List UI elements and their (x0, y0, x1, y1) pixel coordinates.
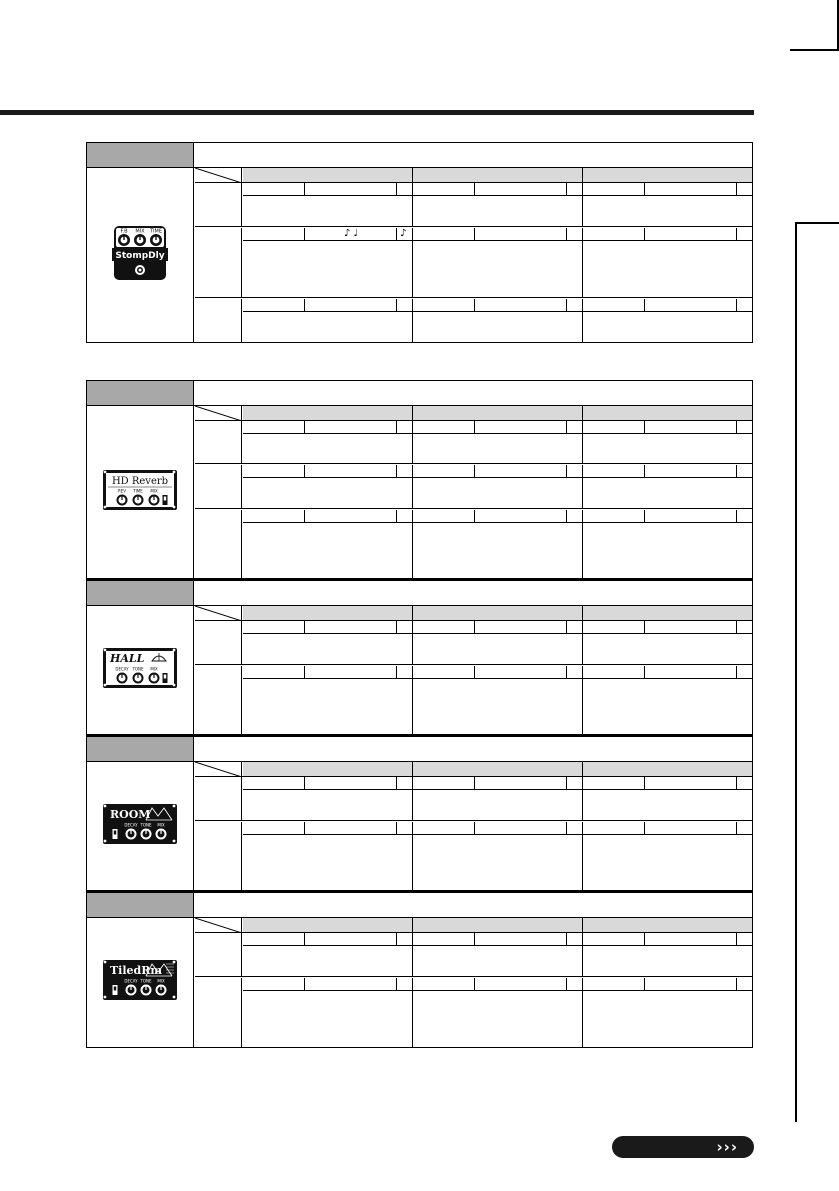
pedal-image-cell (87, 406, 194, 578)
diagonal-corner-cell (195, 606, 242, 621)
parameter-value-range (413, 228, 582, 241)
parameter-range (306, 299, 397, 311)
parameter-name (413, 666, 475, 678)
parameter-row-label (195, 183, 242, 226)
parameter-unit: ♪ (400, 228, 407, 239)
parameter-range (306, 183, 397, 195)
parameter-cell (583, 510, 752, 578)
parameter-name (243, 822, 305, 834)
column-header-3 (583, 762, 752, 776)
svg-text:REV: REV (117, 488, 127, 493)
column-header-2 (413, 762, 583, 776)
parameter-cell (243, 183, 413, 226)
parameter-name (243, 621, 305, 633)
parameter-value-range (243, 933, 412, 946)
parameter-cell (413, 822, 583, 890)
parameter-unit (568, 421, 582, 433)
parameter-value-range (413, 621, 582, 634)
parameter-unit (398, 465, 412, 477)
parameter-value-range (583, 299, 752, 312)
parameter-name (583, 777, 645, 789)
parameter-range (646, 978, 737, 990)
parameter-unit (568, 978, 582, 990)
parameter-cell (583, 777, 752, 820)
crop-mark-horizontal (790, 49, 839, 51)
column-header-2 (413, 606, 583, 620)
parameter-grid (195, 762, 752, 890)
parameter-value-range (243, 822, 412, 835)
parameter-cell (583, 421, 752, 463)
svg-text:StompDly: StompDly (115, 250, 165, 261)
parameter-row (195, 465, 752, 509)
column-header-row (195, 762, 752, 777)
diagonal-corner-cell (195, 406, 242, 421)
room-reverb-pedal-icon (102, 803, 178, 850)
parameter-unit (738, 465, 752, 477)
parameter-name (243, 421, 305, 433)
parameter-unit (738, 822, 752, 834)
parameter-range (476, 978, 567, 990)
parameter-name (583, 183, 645, 195)
parameter-unit (398, 621, 412, 633)
effect-header (87, 737, 752, 762)
column-header-1 (243, 406, 413, 420)
effect-name (87, 893, 194, 917)
column-header-1 (243, 606, 413, 620)
column-header-3 (583, 606, 752, 620)
parameter-unit (738, 933, 752, 945)
parameter-unit (398, 183, 412, 195)
parameter-name (583, 465, 645, 477)
parameter-name (583, 822, 645, 834)
parameter-cell (243, 666, 413, 734)
parameter-range (646, 510, 737, 522)
parameter-cell (583, 822, 752, 890)
parameter-name (413, 777, 475, 789)
parameter-cell (243, 621, 413, 664)
parameter-unit (568, 510, 582, 522)
parameter-cell (583, 933, 752, 976)
effect-name (87, 581, 194, 605)
diagonal-corner-cell (195, 762, 242, 777)
effect-table (86, 891, 753, 1048)
parameter-row-label (195, 510, 242, 578)
parameter-value-range (583, 421, 752, 434)
effect-header (87, 581, 752, 606)
effect-name (87, 381, 194, 405)
stompdly-pedal-icon (112, 224, 168, 287)
parameter-unit (398, 822, 412, 834)
parameter-name (583, 510, 645, 522)
parameter-value-range (413, 777, 582, 790)
parameter-name (413, 621, 475, 633)
parameter-range: ♪ ♩ (306, 228, 397, 240)
parameter-unit (568, 666, 582, 678)
column-header-1 (243, 762, 413, 776)
parameter-row (195, 299, 752, 342)
parameter-unit (738, 228, 752, 240)
parameter-row (195, 510, 752, 578)
pedal-image-cell (87, 762, 194, 890)
parameter-value-range (243, 465, 412, 478)
parameter-unit (568, 299, 582, 311)
parameter-name (583, 421, 645, 433)
svg-text:F.B: F.B (120, 228, 128, 234)
parameter-unit (738, 421, 752, 433)
parameter-unit (568, 822, 582, 834)
diagonal-corner-cell (195, 918, 242, 933)
parameter-unit (738, 621, 752, 633)
parameter-name (243, 933, 305, 945)
parameter-unit (398, 777, 412, 789)
parameter-value-range (243, 421, 412, 434)
parameter-row (195, 777, 752, 821)
parameter-name (413, 183, 475, 195)
parameter-grid (195, 406, 752, 578)
parameter-row (195, 933, 752, 977)
parameter-range (306, 978, 397, 990)
parameter-row (195, 822, 752, 890)
parameter-unit (738, 978, 752, 990)
parameter-value-range (243, 228, 412, 241)
parameter-name (413, 510, 475, 522)
svg-text:TiledRm: TiledRm (110, 964, 163, 977)
pedal-image-cell (87, 918, 194, 1047)
parameter-cell (583, 228, 752, 297)
parameter-name (413, 933, 475, 945)
parameter-range (646, 822, 737, 834)
parameter-cell (413, 666, 583, 734)
parameter-row-label (195, 465, 242, 508)
effect-description (195, 893, 752, 917)
svg-text:TIME: TIME (149, 228, 163, 234)
column-header-row (195, 606, 752, 621)
parameter-name (413, 421, 475, 433)
parameter-value-range (583, 666, 752, 679)
parameter-range (646, 666, 737, 678)
effect-description (195, 143, 752, 167)
effect-name (87, 737, 194, 761)
parameter-range (646, 777, 737, 789)
parameter-value-range (583, 777, 752, 790)
effect-header (87, 381, 752, 406)
parameter-range (476, 510, 567, 522)
parameter-value-range (243, 183, 412, 196)
parameter-cell (583, 465, 752, 508)
effect-description (195, 581, 752, 605)
continued-next-page-button[interactable]: ››› (612, 1136, 754, 1158)
parameter-grid (195, 606, 752, 734)
parameter-range (306, 777, 397, 789)
parameter-cell (243, 822, 413, 890)
parameter-range (306, 933, 397, 945)
column-header-row (195, 406, 752, 421)
parameter-range (646, 299, 737, 311)
column-header-1 (243, 918, 413, 932)
parameter-row-label (195, 666, 242, 734)
parameter-range (646, 228, 737, 240)
parameter-unit (398, 421, 412, 433)
parameter-range (476, 228, 567, 240)
parameter-value-range (243, 978, 412, 991)
column-header-2 (413, 406, 583, 420)
parameter-cell (413, 228, 583, 297)
parameter-cell (243, 465, 413, 508)
effect-table (86, 579, 753, 735)
parameter-range (476, 777, 567, 789)
parameter-cell (413, 465, 583, 508)
parameter-row-label (195, 299, 242, 342)
parameter-cell (583, 978, 752, 1047)
effect-table (86, 380, 753, 579)
parameter-value-range (243, 666, 412, 679)
svg-text:MIX: MIX (157, 978, 165, 984)
parameter-unit (738, 510, 752, 522)
tiled-room-pedal-icon (102, 959, 178, 1006)
diagonal-corner-cell (195, 168, 242, 183)
parameter-unit (568, 465, 582, 477)
parameter-row-label (195, 777, 242, 820)
parameter-unit (738, 299, 752, 311)
parameter-cell (583, 621, 752, 664)
parameter-range (646, 621, 737, 633)
parameter-range (476, 666, 567, 678)
parameter-value-range (243, 777, 412, 790)
column-header-3 (583, 406, 752, 420)
parameter-cell (413, 299, 583, 342)
parameter-range (306, 822, 397, 834)
svg-text:DECAY: DECAY (124, 978, 138, 984)
column-header-3 (583, 918, 752, 932)
effect-name (87, 143, 194, 167)
parameter-row-label (195, 822, 242, 890)
parameter-cell (243, 510, 413, 578)
svg-text:MIX: MIX (150, 488, 158, 493)
svg-text:HALL: HALL (110, 651, 145, 665)
parameter-name (243, 183, 305, 195)
parameter-row (195, 978, 752, 1047)
parameter-row (195, 421, 752, 464)
parameter-cell (583, 299, 752, 342)
parameter-cell (413, 183, 583, 226)
parameter-row (195, 621, 752, 665)
parameter-cell (583, 666, 752, 734)
parameter-value-range (413, 510, 582, 523)
parameter-unit (398, 933, 412, 945)
parameter-value-range (413, 465, 582, 478)
parameter-cell (243, 228, 413, 297)
parameter-range (476, 183, 567, 195)
parameter-value-range (243, 510, 412, 523)
svg-text:DECAY: DECAY (115, 666, 129, 671)
parameter-name (243, 465, 305, 477)
parameter-unit (398, 510, 412, 522)
parameter-value-range (583, 933, 752, 946)
svg-text:TONE: TONE (140, 822, 152, 827)
parameter-value-range (583, 621, 752, 634)
parameter-row (195, 183, 752, 227)
parameter-name (583, 228, 645, 240)
parameter-name (243, 666, 305, 678)
parameter-row (195, 228, 752, 298)
parameter-range (476, 465, 567, 477)
parameter-range (306, 510, 397, 522)
parameter-value-range (583, 465, 752, 478)
parameter-range (646, 933, 737, 945)
parameter-name (413, 228, 475, 240)
parameter-unit (398, 666, 412, 678)
parameter-unit (738, 183, 752, 195)
parameter-name (583, 299, 645, 311)
svg-text:HD Reverb: HD Reverb (111, 475, 169, 487)
parameter-value-range (583, 510, 752, 523)
parameter-cell (243, 299, 413, 342)
parameter-value-range (583, 228, 752, 241)
svg-text:TONE: TONE (140, 978, 152, 984)
parameter-cell (413, 510, 583, 578)
parameter-value-range (583, 183, 752, 196)
parameter-cell (243, 421, 413, 463)
parameter-cell (413, 621, 583, 664)
parameter-value-range (583, 978, 752, 991)
parameter-value-range (413, 978, 582, 991)
parameter-value-range (243, 299, 412, 312)
svg-text:MIX: MIX (150, 666, 158, 671)
parameter-row (195, 666, 752, 734)
svg-text:MIX: MIX (135, 228, 145, 234)
parameter-cell (243, 978, 413, 1047)
parameter-range (646, 465, 737, 477)
hall-reverb-pedal-icon (102, 647, 178, 694)
parameter-range (476, 299, 567, 311)
parameter-name (243, 510, 305, 522)
parameter-row-label (195, 421, 242, 463)
parameter-value-range (413, 183, 582, 196)
parameter-unit (568, 933, 582, 945)
parameter-cell (243, 933, 413, 976)
effect-header (87, 143, 752, 168)
parameter-value-range (413, 421, 582, 434)
parameter-row-label (195, 978, 242, 1047)
pedal-image-cell (87, 606, 194, 734)
parameter-cell (583, 183, 752, 226)
svg-text:MIX: MIX (157, 822, 165, 827)
pedal-image-cell (87, 168, 194, 342)
parameter-unit (568, 228, 582, 240)
svg-text:TIME: TIME (133, 488, 143, 493)
parameter-value-range (413, 666, 582, 679)
parameter-range (306, 666, 397, 678)
column-header-2 (413, 918, 583, 932)
svg-text:DECAY: DECAY (124, 822, 138, 827)
parameter-name (583, 666, 645, 678)
parameter-unit (738, 777, 752, 789)
column-header-3 (583, 168, 752, 182)
parameter-cell (413, 933, 583, 976)
parameter-unit (568, 621, 582, 633)
parameter-range (476, 621, 567, 633)
svg-text:TONE: TONE (132, 666, 144, 671)
parameter-name (243, 978, 305, 990)
parameter-range (306, 621, 397, 633)
parameter-name (583, 978, 645, 990)
parameter-value-range (583, 822, 752, 835)
column-header-row (195, 918, 752, 933)
parameter-name (243, 299, 305, 311)
parameter-range (476, 421, 567, 433)
parameter-row-label (195, 228, 242, 297)
effect-table (86, 735, 753, 891)
parameter-unit (398, 978, 412, 990)
parameter-grid (195, 168, 752, 342)
svg-text:ROOM: ROOM (110, 807, 151, 821)
parameter-unit (568, 183, 582, 195)
effect-description (195, 381, 752, 405)
parameter-grid (195, 918, 752, 1047)
parameter-range (306, 465, 397, 477)
parameter-value-range (413, 822, 582, 835)
hd-reverb-pedal-icon (102, 469, 178, 516)
parameter-cell (413, 421, 583, 463)
parameter-unit (738, 666, 752, 678)
parameter-range (646, 421, 737, 433)
parameter-name (413, 978, 475, 990)
column-header-1 (243, 168, 413, 182)
parameter-value-range (413, 933, 582, 946)
parameter-name (413, 465, 475, 477)
parameter-unit (398, 299, 412, 311)
parameter-cell (243, 777, 413, 820)
parameter-name (413, 299, 475, 311)
parameter-value-range (413, 299, 582, 312)
effect-table (86, 142, 753, 343)
effect-header (87, 893, 752, 918)
parameter-name (583, 621, 645, 633)
column-header-2 (413, 168, 583, 182)
parameter-range (476, 933, 567, 945)
parameter-range (306, 421, 397, 433)
parameter-name (413, 822, 475, 834)
parameter-name (243, 228, 305, 240)
parameter-cell (413, 978, 583, 1047)
effect-description (195, 737, 752, 761)
parameter-unit (568, 777, 582, 789)
parameter-cell (413, 777, 583, 820)
page-header-rule (0, 110, 754, 115)
parameter-value-range (243, 621, 412, 634)
column-header-row (195, 168, 752, 183)
parameter-range (476, 822, 567, 834)
section-index-tab (795, 222, 839, 1122)
parameter-name (243, 777, 305, 789)
parameter-name (583, 933, 645, 945)
parameter-range (646, 183, 737, 195)
parameter-row-label (195, 621, 242, 664)
parameter-row-label (195, 933, 242, 976)
